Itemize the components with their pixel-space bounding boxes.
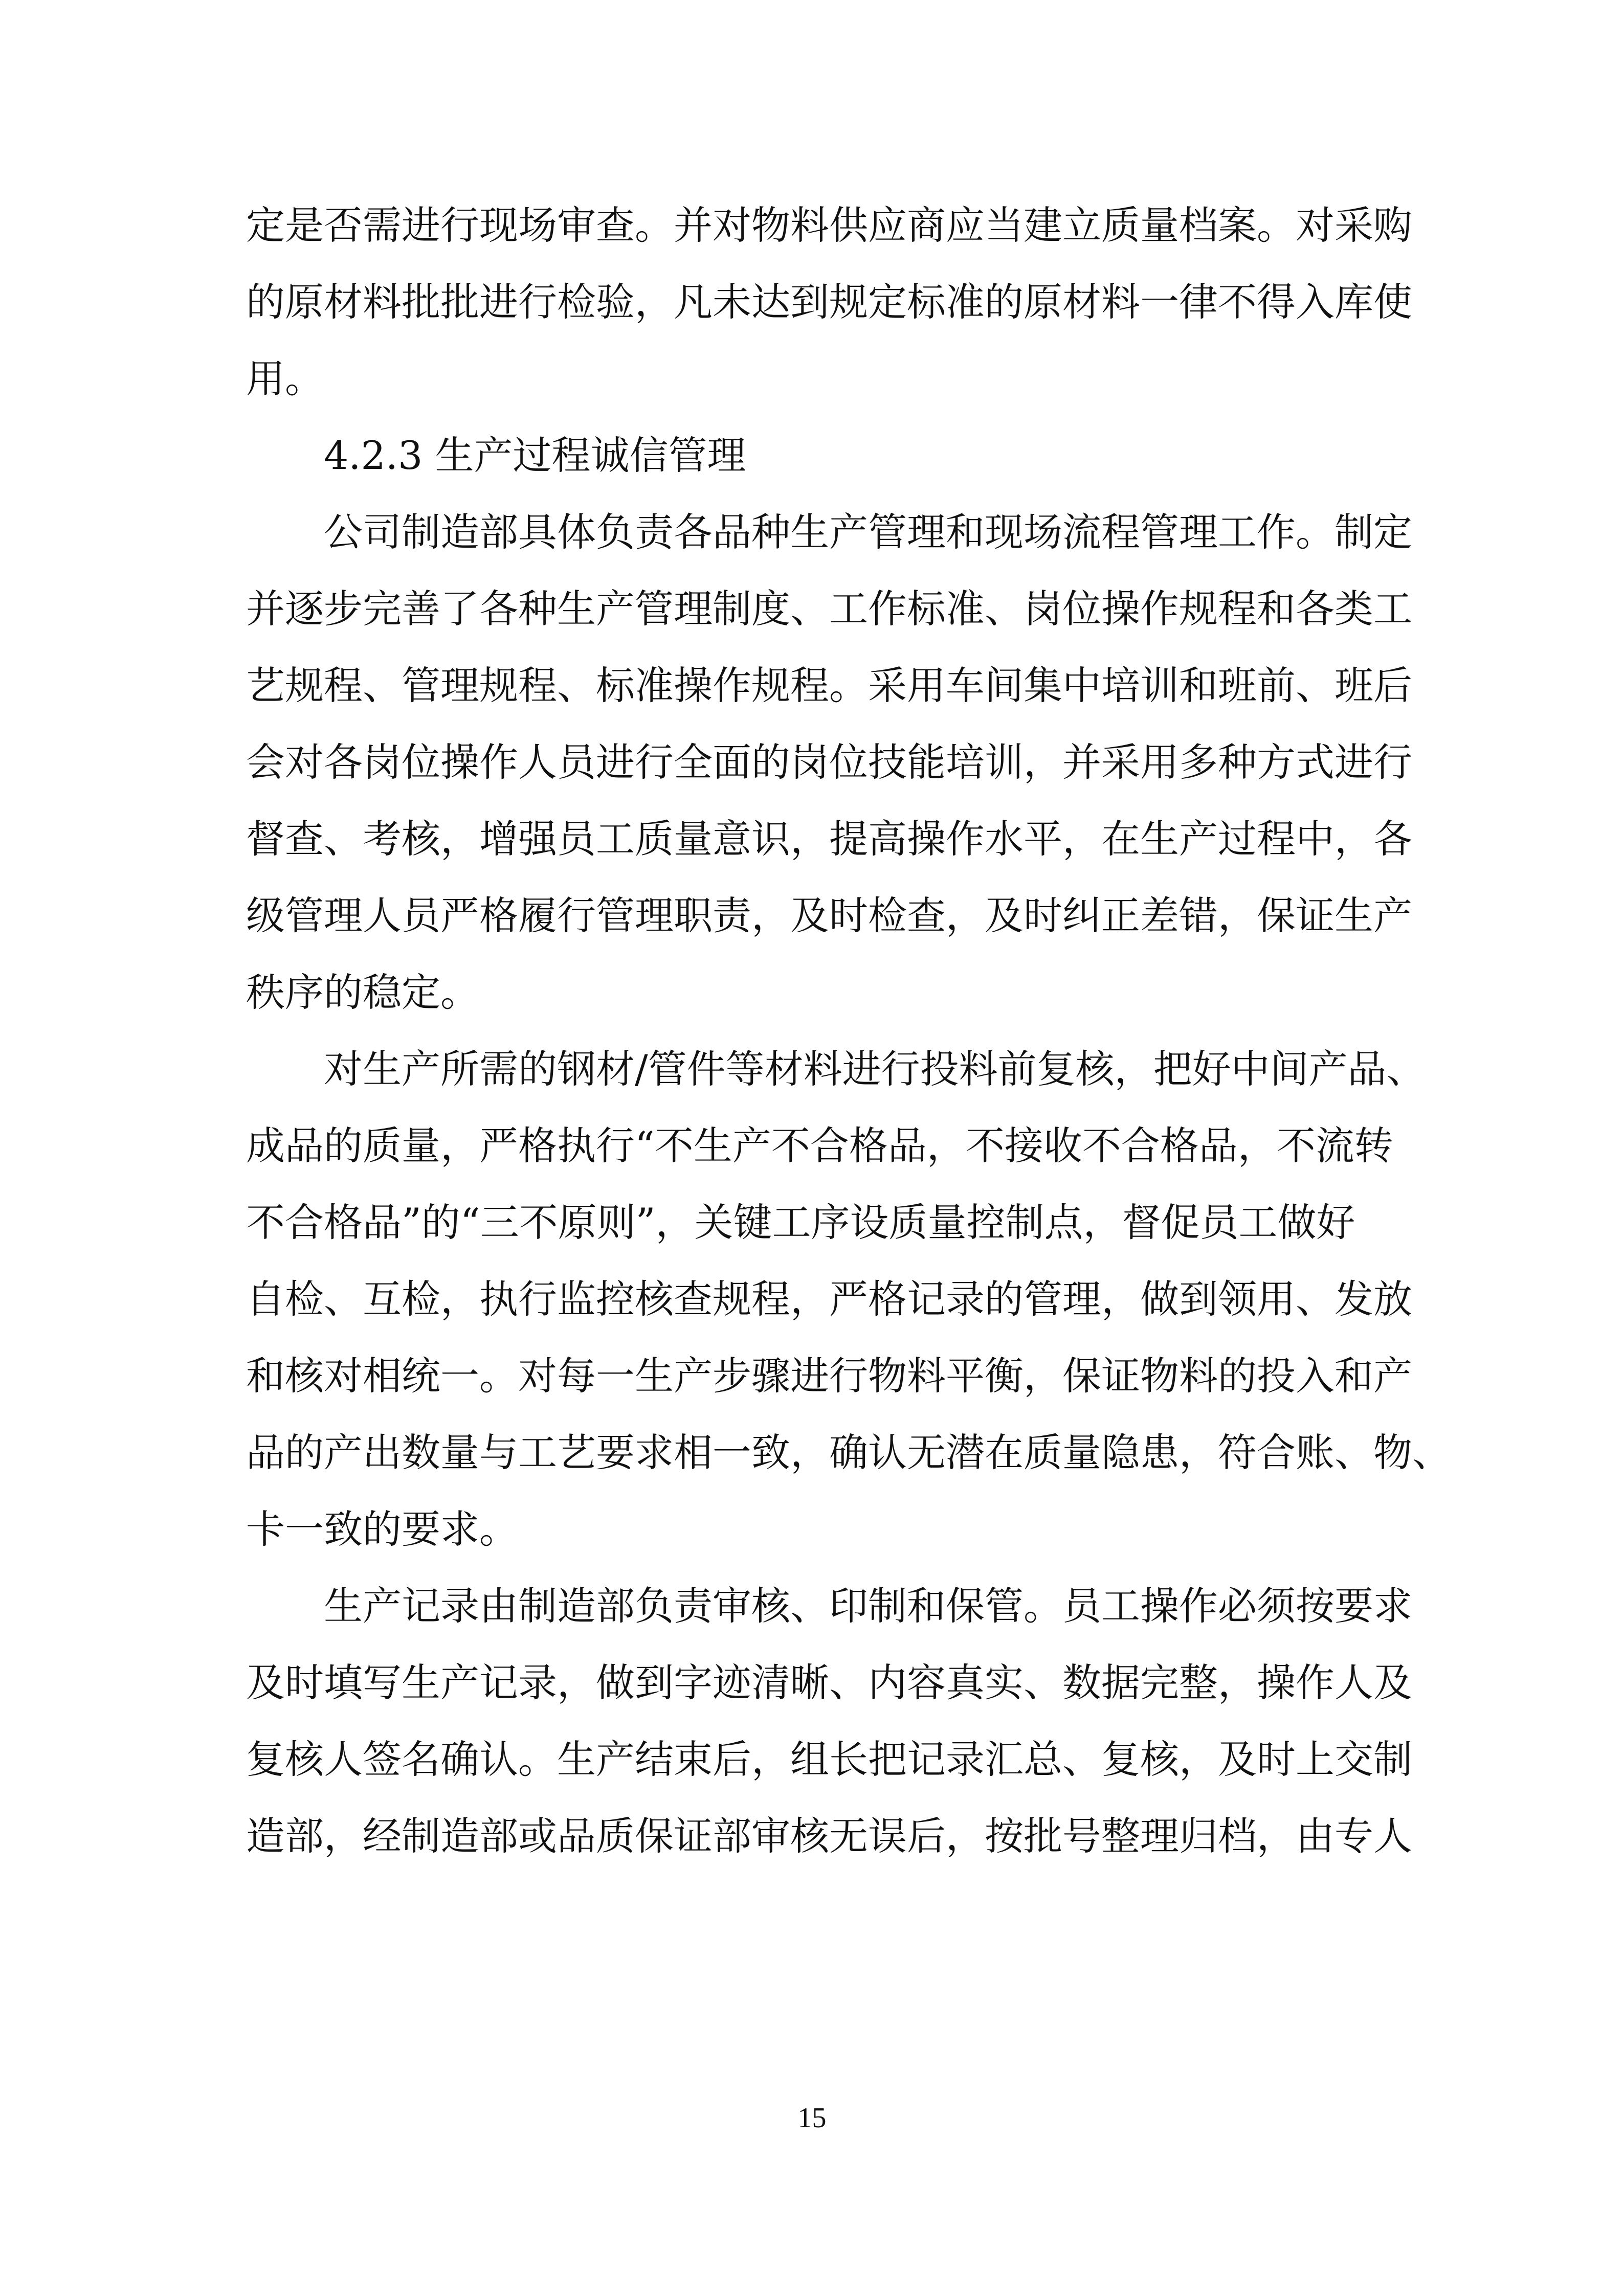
text-line: 会对各岗位操作人员进行全面的岗位技能培训，并采用多种方式进行 [246, 739, 1412, 785]
text-line: 复核人签名确认。生产结束后，组长把记录汇总、复核，及时上交制 [246, 1737, 1412, 1782]
text-line: 和核对相统一。对每一生产步骤进行物料平衡，保证物料的投入和产 [246, 1353, 1412, 1399]
text-line: 及时填写生产记录，做到字迹清晰、内容真实、数据完整，操作人及 [246, 1660, 1412, 1705]
text-line: 级管理人员严格履行管理职责，及时检查，及时纠正差错，保证生产 [246, 893, 1412, 938]
section-heading: 4.2.3 生产过程诚信管理 [324, 433, 746, 478]
text-line: 造部，经制造部或品质保证部审核无误后，按批号整理归档，由专人 [246, 1813, 1412, 1859]
text-line: 秩序的稳定。 [246, 970, 479, 1015]
text-line: 用。 [246, 356, 324, 401]
text-line: 成品的质量，严格执行“不生产不合格品，不接收不合格品，不流转 [246, 1123, 1393, 1168]
text-line: 的原材料批批进行检验，凡未达到规定标准的原材料一律不得入库使 [246, 279, 1412, 325]
text-line: 自检、互检，执行监控核查规程，严格记录的管理，做到领用、发放 [246, 1276, 1412, 1322]
text-line: 并逐步完善了各种生产管理制度、工作标准、岗位操作规程和各类工 [246, 586, 1412, 632]
page-number: 15 [797, 2102, 827, 2134]
text-line: 艺规程、管理规程、标准操作规程。采用车间集中培训和班前、班后 [246, 663, 1412, 708]
text-line: 定是否需进行现场审查。并对物料供应商应当建立质量档案。对采购 [246, 202, 1412, 248]
text-line: 对生产所需的钢材/管件等材料进行投料前复核，把好中间产品、 [324, 1046, 1426, 1092]
text-line: 卡一致的要求。 [246, 1506, 518, 1552]
text-line: 品的产出数量与工艺要求相一致，确认无潜在质量隐患，符合账、物、 [246, 1430, 1451, 1475]
text-line: 不合格品”的“三不原则”，关键工序设质量控制点，督促员工做好 [246, 1200, 1355, 1245]
text-line: 督查、考核，增强员工质量意识，提高操作水平，在生产过程中，各 [246, 816, 1412, 862]
text-line: 公司制造部具体负责各品种生产管理和现场流程管理工作。制定 [324, 509, 1412, 555]
text-line: 生产记录由制造部负责审核、印制和保管。员工操作必须按要求 [324, 1583, 1412, 1629]
